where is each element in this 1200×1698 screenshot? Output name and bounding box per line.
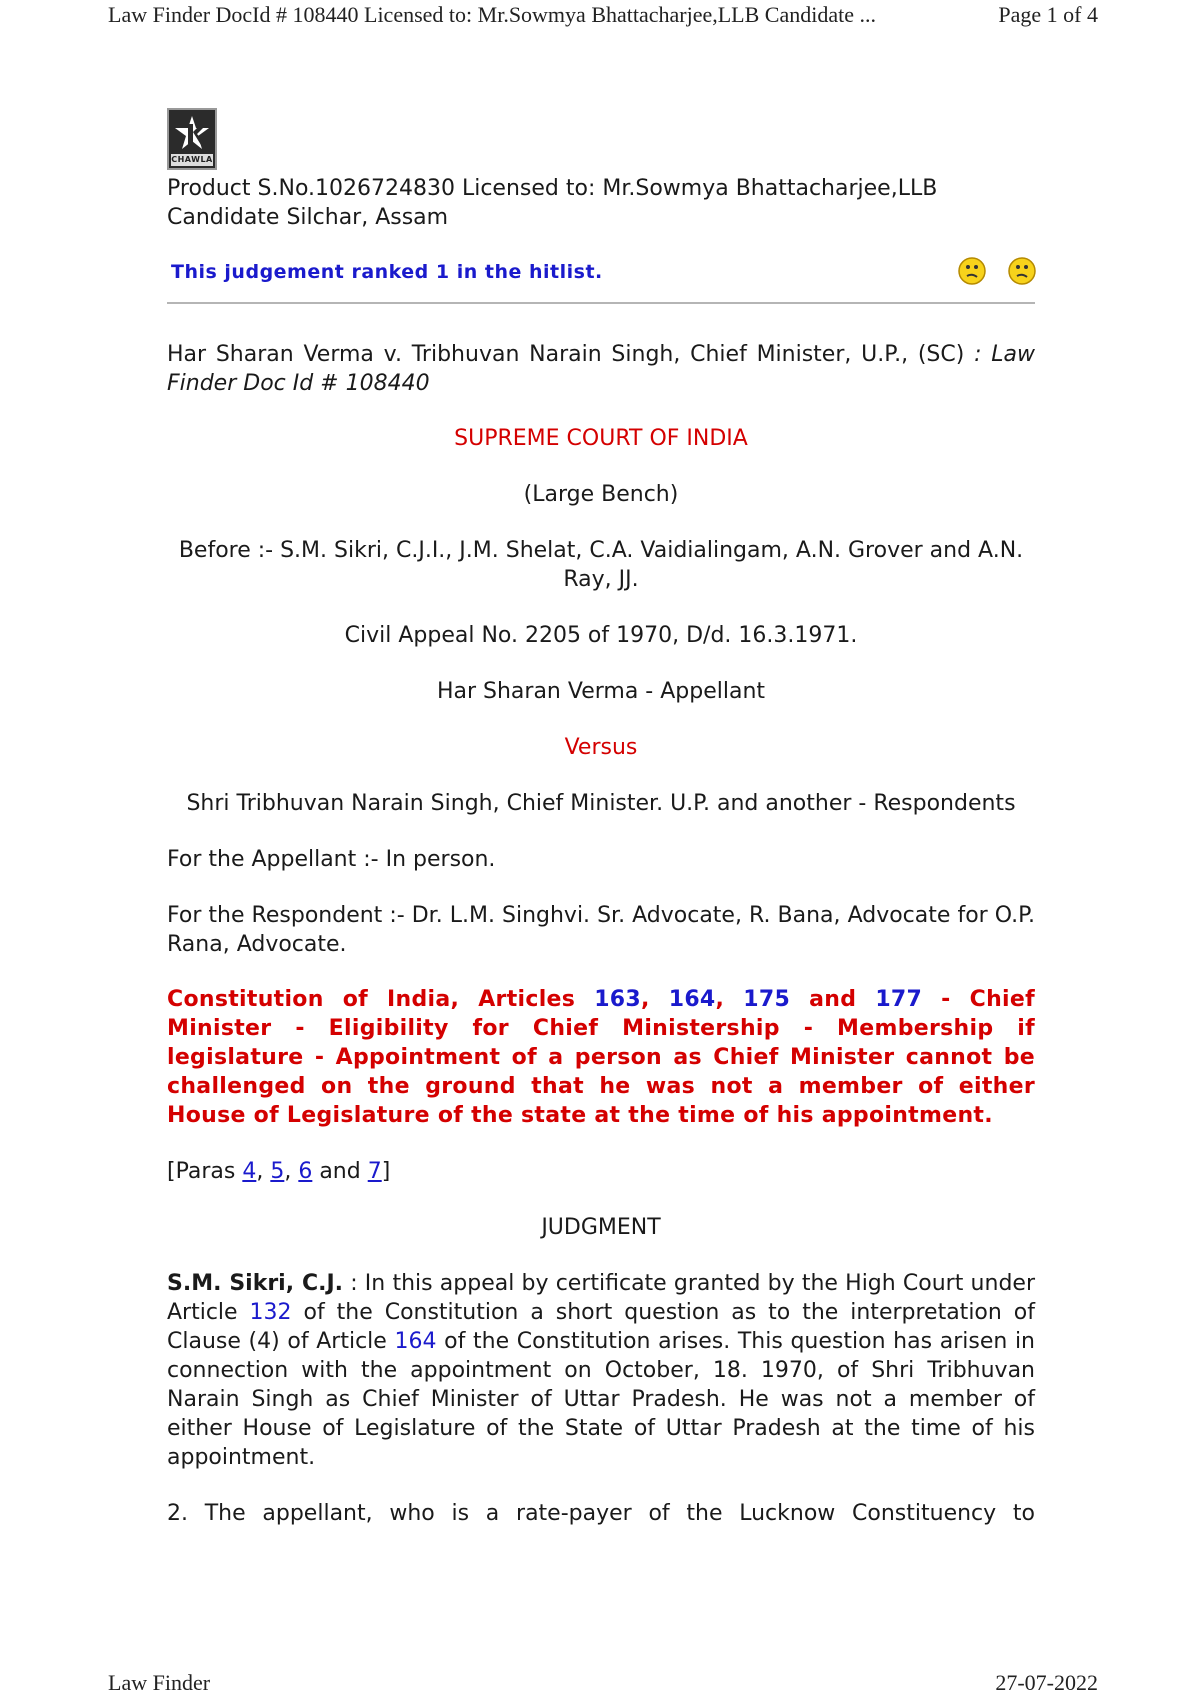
paras-sep: ,: [256, 1159, 271, 1184]
respondents: Shri Tribhuvan Narain Singh, Chief Minister. U.P. and another - Respondents: [186, 791, 1016, 816]
paras-prefix: [Paras: [167, 1159, 243, 1184]
bench: (Large Bench): [523, 482, 679, 507]
para-text: of the Constitution arises. This question has arisen in connection with the appointment on October, 18. 1970, of Shri Tribhuvan Narain Singh as Chief Minister of Uttar Pradesh. He was not a member of either House of Legislature of the State of Uttar Pradesh at the time of his appointment.: [167, 1329, 1036, 1470]
court-name: SUPREME COURT OF INDIA: [454, 426, 748, 451]
paras-sep: ,: [284, 1159, 299, 1184]
article-163-link[interactable]: 163: [594, 987, 642, 1012]
headnote-sep: and: [790, 987, 876, 1012]
paragraph-2: 2. The appellant, who is a rate-payer of the Lucknow Constituency to: [167, 1501, 1035, 1526]
article-164-link[interactable]: 164: [668, 987, 716, 1012]
divider: [167, 302, 1035, 304]
print-header-left: Law Finder DocId # 108440 Licensed to: Mr.Sowmya Bhattacharjee,LLB Candidate ...: [108, 2, 876, 27]
article-175-link[interactable]: 175: [743, 987, 791, 1012]
logo-text: CHAWLA: [171, 155, 213, 164]
case-title-text: Har Sharan Verma v. Tribhuvan Narain Singh, Chief Minister, U.P., (SC): [167, 342, 965, 367]
para-5-link[interactable]: 5: [270, 1159, 285, 1184]
rank-notice: This judgement ranked 1 in the hitlist.: [171, 261, 603, 283]
judgment-heading: JUDGMENT: [541, 1215, 661, 1240]
footer-left: Law Finder: [108, 1670, 211, 1695]
para-7-link[interactable]: 7: [367, 1159, 382, 1184]
para-text: : In this appeal by certificate granted by the High Court under Article: [167, 1271, 1035, 1325]
appellant: Har Sharan Verma - Appellant: [436, 679, 766, 704]
product-license-line: Product S.No.1026724830 Licensed to: Mr.Sowmya Bhattacharjee,LLB Candidate Silchar, Assam: [167, 176, 938, 230]
article-177-link[interactable]: 177: [875, 987, 923, 1012]
judge-name: S.M. Sikri, C.J.: [167, 1271, 343, 1296]
headnote-text: - Chief Minister - Eligibility for Chief Ministership - Membership if legislature - Appointment of a person as Chief Minister cannot be challenged on the ground that he was not a member of either House of Legislature of the state at the time of his appointment.: [167, 987, 1035, 1128]
doc-id: : Law Finder Doc Id # 108440: [167, 342, 1035, 396]
thinking-smiley-icon[interactable]: [957, 256, 987, 286]
paras-reference: [167, 1157, 1035, 1186]
headnote-sep: ,: [715, 987, 744, 1012]
for-respondent: For the Respondent :- Dr. L.M. Singhvi. Sr. Advocate, R. Bana, Advocate for O.P. Rana, Advocate.: [167, 903, 1035, 957]
paras-sep: and: [312, 1159, 368, 1184]
for-appellant: For the Appellant :- In person.: [167, 847, 496, 872]
article-132-link[interactable]: 132: [249, 1300, 292, 1325]
para-text: of the Constitution a short question as to the interpretation of Clause (4) of Article: [167, 1300, 1035, 1354]
document-content: [167, 108, 1035, 1528]
paragraph-1: [167, 1269, 1035, 1472]
judges-before: Before :- S.M. Sikri, C.J.I., J.M. Shelat, C.A. Vaidialingam, A.N. Grover and A.N. Ray, JJ.: [178, 538, 1024, 592]
headnote-sep: ,: [641, 987, 669, 1012]
appeal-number: Civil Appeal No. 2205 of 1970, D/d. 16.3.1971.: [344, 623, 858, 648]
article-164-inline-link[interactable]: 164: [394, 1329, 437, 1354]
case-title: [167, 340, 1035, 398]
headnote-prefix: Constitution of India, Articles: [167, 987, 595, 1012]
logo-star-icon: [173, 114, 211, 152]
chawla-logo: [167, 108, 217, 170]
print-date: 27-07-2022: [995, 1670, 1098, 1695]
paras-suffix: ]: [381, 1159, 391, 1184]
rank-row: [167, 252, 1035, 292]
thinking-smiley-icon-2[interactable]: [1007, 256, 1037, 286]
headnote: [167, 985, 1035, 1130]
para-6-link[interactable]: 6: [298, 1159, 313, 1184]
para-4-link[interactable]: 4: [242, 1159, 257, 1184]
page-number: Page 1 of 4: [998, 2, 1098, 27]
versus: Versus: [564, 735, 638, 760]
